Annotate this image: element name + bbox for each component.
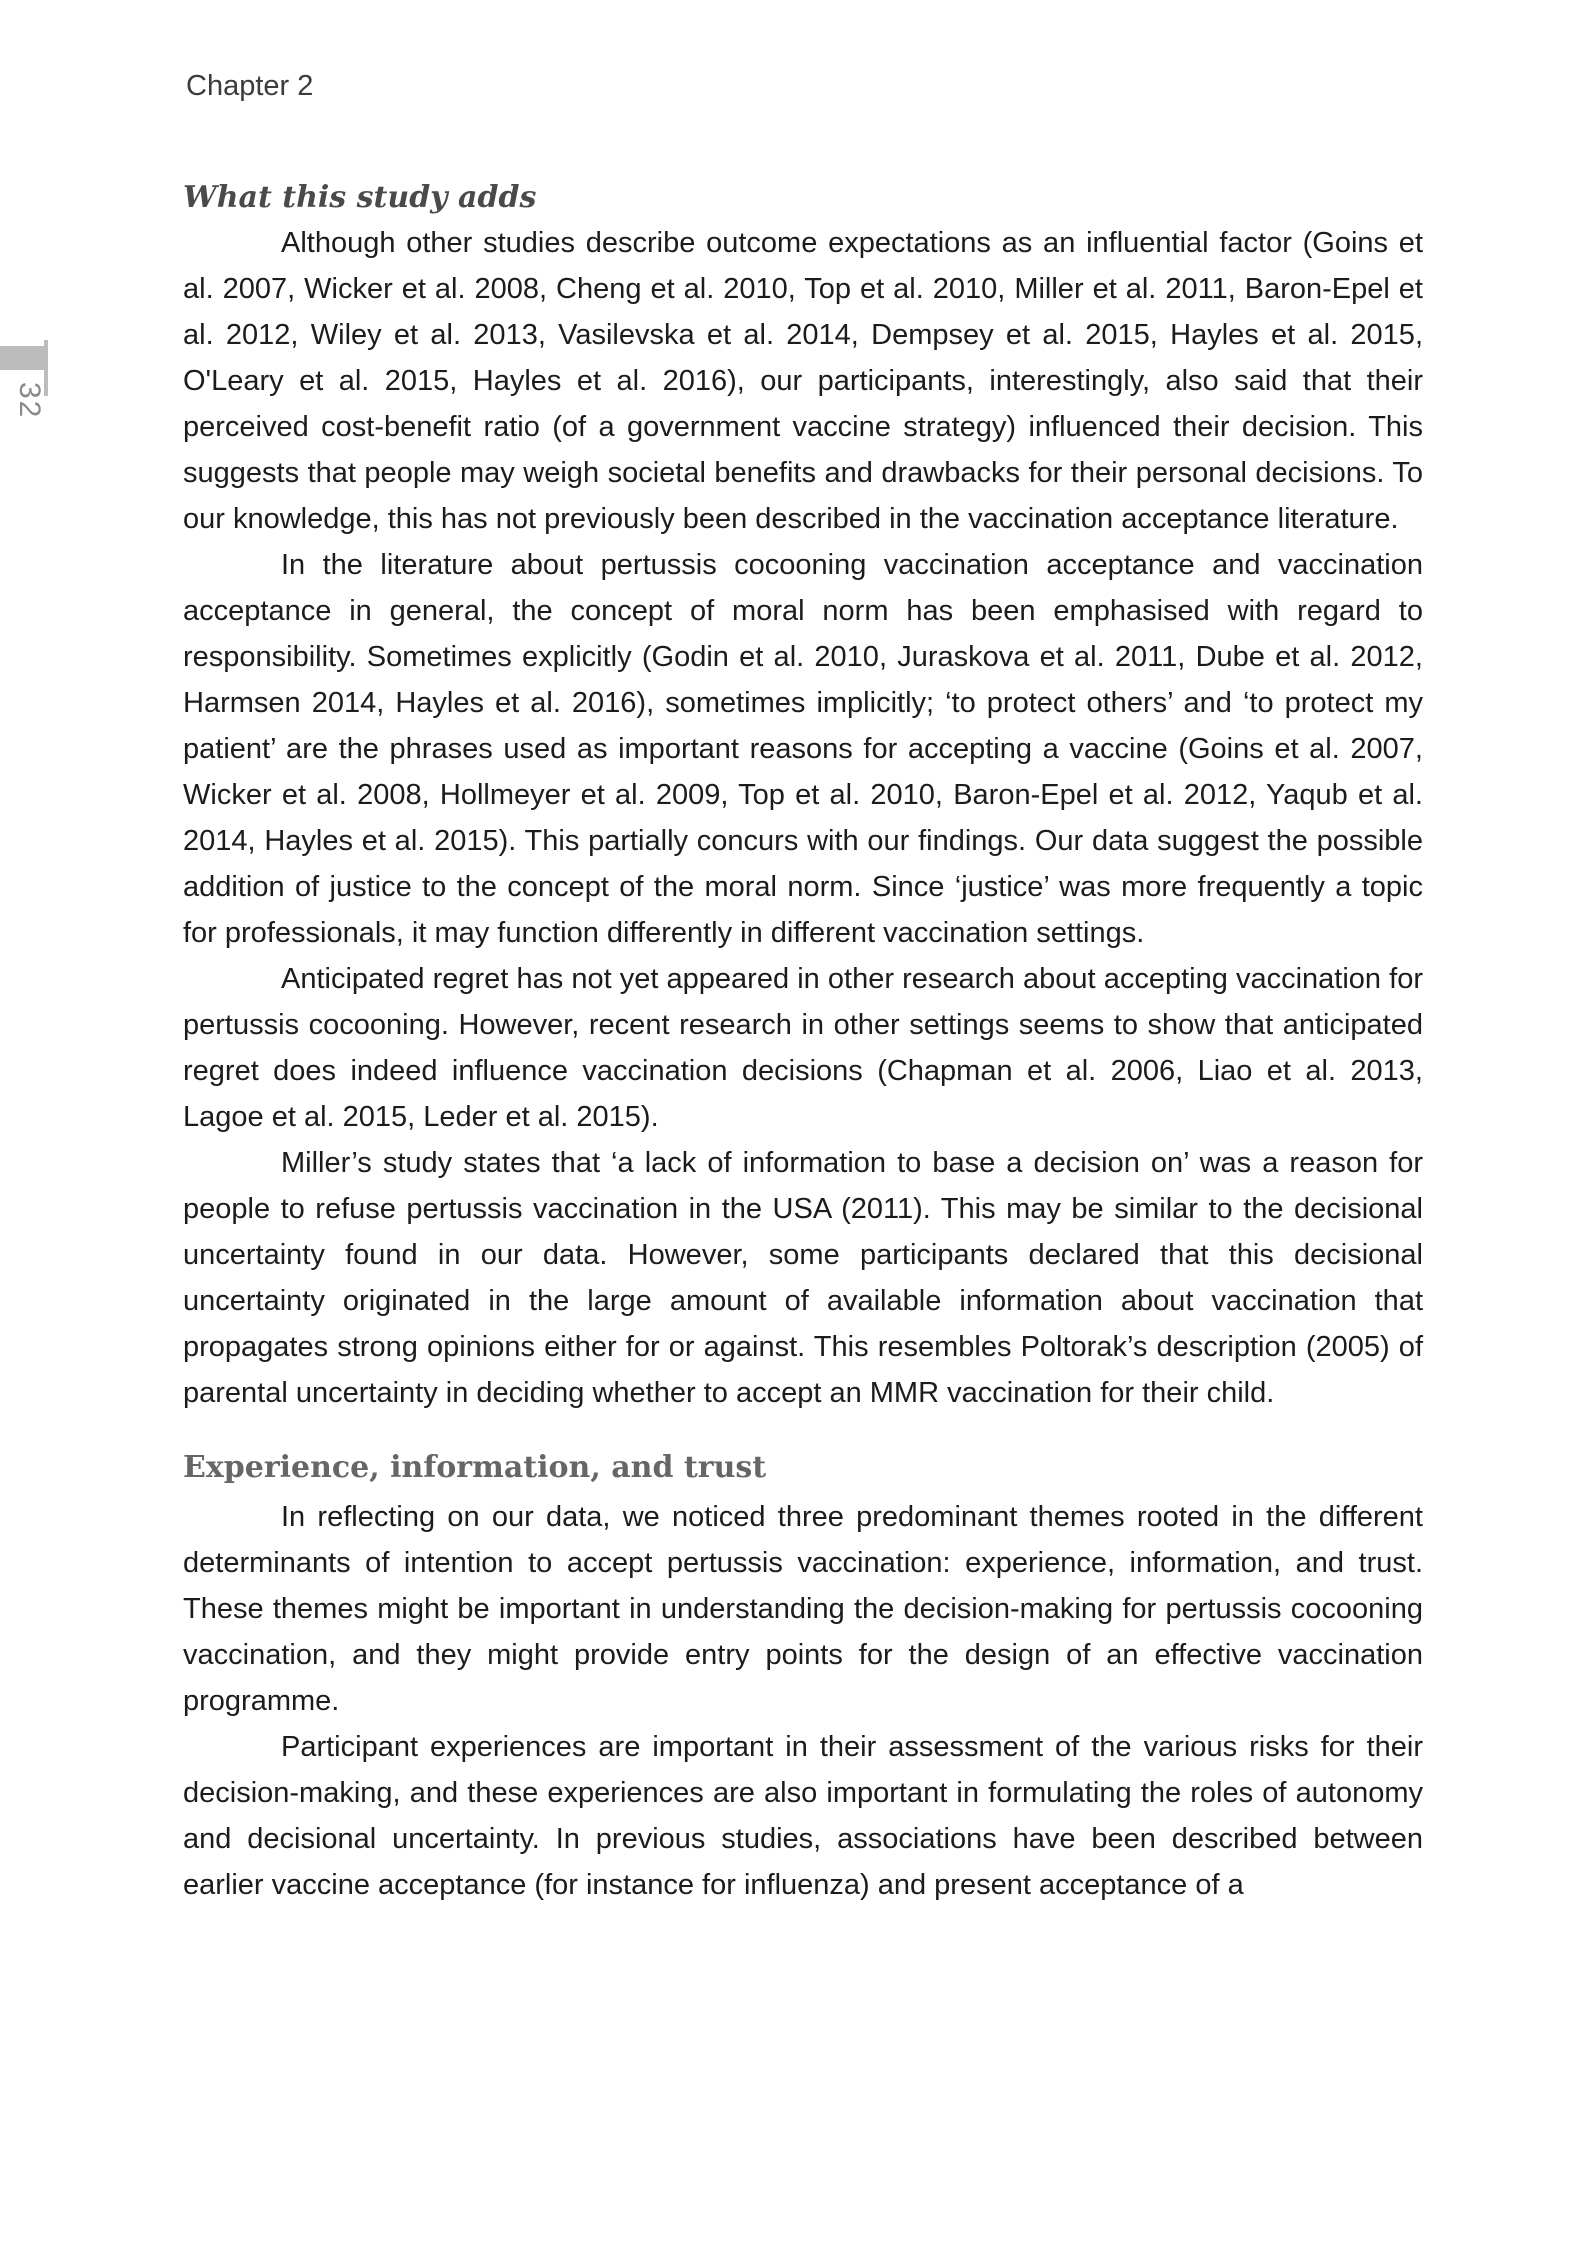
- section-heading-experience-information-trust: Experience, information, and trust: [183, 1450, 767, 1485]
- paragraph: Although other studies describe outcome expectations as an influential factor (Goins et al. 2007, Wicker et al. 2008, Cheng et al. 2010, Top et al. 2010, Miller et al. 2011, Baron-Epel et al. 2012, Wiley et al. 2013, Vasilevska et al. 2014, Dempsey et al. 2015, Hayles et al. 2015, O'Leary et al. 2015, Hayles et al. 2016), our participants, interestingly, also said that their perceived cost-benefit ratio (of a government vaccine strategy) influenced their decision. This suggests that people may weigh societal benefits and drawbacks for their personal decisions. To our knowledge, this has not previously been described in the vaccination acceptance literature.: [183, 227, 1423, 535]
- section-heading-what-this-study-adds: What this study adds: [183, 180, 537, 215]
- chapter-header: Chapter 2: [186, 70, 314, 102]
- paragraph: Anticipated regret has not yet appeared in other research about accepting vaccination for pertussis cocooning. However, recent research in other settings seems to show that anticipated regret does indeed influence vaccination decisions (Chapman et al. 2006, Liao et al. 2013, Lagoe et al. 2015, Leder et al. 2015).: [183, 963, 1423, 1133]
- page-number: 32: [13, 382, 46, 420]
- paragraph: In reflecting on our data, we noticed three predominant themes rooted in the different determinants of intention to accept pertussis vaccination: experience, information, and trust. These themes might be important in understanding the decision-making for pertussis cocooning vaccination, and they might provide entry points for the design of an effective vaccination programme.: [183, 1501, 1423, 1717]
- paragraph: Miller’s study states that ‘a lack of information to base a decision on’ was a reason for people to refuse pertussis vaccination in the USA (2011). This may be similar to the decisional uncertainty found in our data. However, some participants declared that this decisional uncertainty originated in the large amount of available information about vaccination that propagates strong opinions either for or against. This resembles Poltorak’s description (2005) of parental uncertainty in deciding whether to accept an MMR vaccination for their child.: [183, 1147, 1423, 1409]
- paragraph: Participant experiences are important in their assessment of the various risks for their decision-making, and these experiences are also important in formulating the roles of autonomy and decisional uncertainty. In previous studies, associations have been described between earlier vaccine acceptance (for instance for influenza) and present acceptance of a: [183, 1731, 1423, 1901]
- body-text: [183, 176, 1423, 1908]
- paragraph: In the literature about pertussis cocooning vaccination acceptance and vaccination acceptance in general, the concept of moral norm has been emphasised with regard to responsibility. Sometimes explicitly (Godin et al. 2010, Juraskova et al. 2011, Dube et al. 2012, Harmsen 2014, Hayles et al. 2016), sometimes implicitly; ‘to protect others’ and ‘to protect my patient’ are the phrases used as important reasons for accepting a vaccine (Goins et al. 2007, Wicker et al. 2008, Hollmeyer et al. 2009, Top et al. 2010, Baron-Epel et al. 2012, Yaqub et al. 2014, Hayles et al. 2015). This partially concurs with our findings. Our data suggest the possible addition of justice to the concept of the moral norm. Since ‘justice’ was more frequently a topic for professionals, it may function differently in different vaccination settings.: [183, 549, 1423, 949]
- margin-tab-marker: [0, 346, 44, 370]
